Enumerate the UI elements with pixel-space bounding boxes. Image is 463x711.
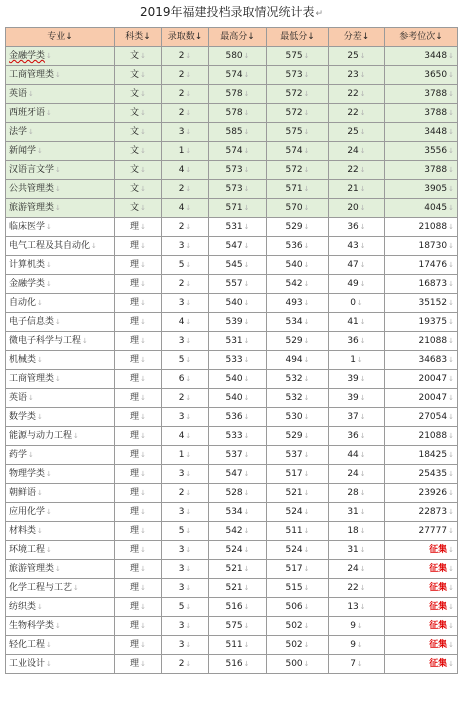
table-row — [6, 218, 458, 237]
cell-rank: 20047↓ — [385, 370, 458, 389]
cell-rank: 征集↓ — [385, 579, 458, 598]
cell-max-score: 524↓ — [209, 541, 267, 560]
cell-score-diff: 0↓ — [329, 294, 385, 313]
cell-score-diff: 18↓ — [329, 522, 385, 541]
cell-category: 文↓ — [115, 180, 162, 199]
cell-min-score: 517↓ — [267, 465, 329, 484]
cell-rank: 18425↓ — [385, 446, 458, 465]
cell-rank: 21088↓ — [385, 427, 458, 446]
cell-min-score: 524↓ — [267, 503, 329, 522]
cell-admitted: 3↓ — [162, 408, 209, 427]
cell-category: 文↓ — [115, 199, 162, 218]
cell-category: 文↓ — [115, 161, 162, 180]
cell-score-diff: 9↓ — [329, 617, 385, 636]
cell-admitted: 3↓ — [162, 294, 209, 313]
cell-score-diff: 22↓ — [329, 104, 385, 123]
cell-major: 生物科学类↓ — [6, 617, 115, 636]
cell-admitted: 5↓ — [162, 522, 209, 541]
cell-rank: 17476↓ — [385, 256, 458, 275]
cell-admitted: 3↓ — [162, 617, 209, 636]
cell-admitted: 6↓ — [162, 370, 209, 389]
cell-rank: 3650↓ — [385, 66, 458, 85]
cell-min-score: 502↓ — [267, 617, 329, 636]
cell-rank: 3556↓ — [385, 142, 458, 161]
cell-max-score: 533↓ — [209, 351, 267, 370]
cell-rank: 3788↓ — [385, 161, 458, 180]
cell-major: 材料类↓ — [6, 522, 115, 541]
cell-min-score: 529↓ — [267, 427, 329, 446]
cell-min-score: 574↓ — [267, 142, 329, 161]
cell-major: 新闻学↓ — [6, 142, 115, 161]
cell-min-score: 542↓ — [267, 275, 329, 294]
table-row — [6, 180, 458, 199]
cell-major: 应用化学↓ — [6, 503, 115, 522]
cell-score-diff: 25↓ — [329, 123, 385, 142]
cell-admitted: 3↓ — [162, 560, 209, 579]
cell-max-score: 516↓ — [209, 598, 267, 617]
header-rank: 参考位次↓ — [385, 28, 458, 47]
cell-category: 文↓ — [115, 85, 162, 104]
header-score-diff: 分差↓ — [329, 28, 385, 47]
cell-category: 理↓ — [115, 256, 162, 275]
cell-admitted: 1↓ — [162, 446, 209, 465]
cell-score-diff: 43↓ — [329, 237, 385, 256]
cell-score-diff: 47↓ — [329, 256, 385, 275]
cell-score-diff: 7↓ — [329, 655, 385, 674]
cell-score-diff: 9↓ — [329, 636, 385, 655]
cell-min-score: 534↓ — [267, 313, 329, 332]
table-row — [6, 655, 458, 674]
cell-admitted: 2↓ — [162, 85, 209, 104]
cell-admitted: 4↓ — [162, 313, 209, 332]
cell-max-score: 585↓ — [209, 123, 267, 142]
table-row — [6, 408, 458, 427]
cell-category: 理↓ — [115, 560, 162, 579]
cell-category: 理↓ — [115, 351, 162, 370]
cell-max-score: 547↓ — [209, 237, 267, 256]
cell-min-score: 530↓ — [267, 408, 329, 427]
cell-admitted: 2↓ — [162, 389, 209, 408]
table-row — [6, 351, 458, 370]
table-row — [6, 427, 458, 446]
cell-min-score: 572↓ — [267, 85, 329, 104]
table-row — [6, 598, 458, 617]
cell-major: 公共管理类↓ — [6, 180, 115, 199]
cell-score-diff: 39↓ — [329, 389, 385, 408]
cell-major: 金融学类↓ — [6, 47, 115, 66]
cell-major: 英语↓ — [6, 389, 115, 408]
cell-category: 文↓ — [115, 142, 162, 161]
cell-rank: 21088↓ — [385, 218, 458, 237]
table-row — [6, 275, 458, 294]
cell-admitted: 3↓ — [162, 579, 209, 598]
cell-category: 理↓ — [115, 541, 162, 560]
cell-score-diff: 13↓ — [329, 598, 385, 617]
cell-major: 旅游管理类↓ — [6, 560, 115, 579]
cell-admitted: 2↓ — [162, 104, 209, 123]
cell-rank: 35152↓ — [385, 294, 458, 313]
cell-admitted: 3↓ — [162, 123, 209, 142]
cell-rank: 征集↓ — [385, 541, 458, 560]
cell-rank: 3448↓ — [385, 47, 458, 66]
cell-min-score: 532↓ — [267, 370, 329, 389]
cell-max-score: 533↓ — [209, 427, 267, 446]
cell-major: 工业设计↓ — [6, 655, 115, 674]
cell-admitted: 2↓ — [162, 484, 209, 503]
cell-category: 理↓ — [115, 484, 162, 503]
cell-category: 理↓ — [115, 237, 162, 256]
cell-major: 临床医学↓ — [6, 218, 115, 237]
cell-min-score: 494↓ — [267, 351, 329, 370]
table-body — [6, 47, 458, 674]
header-admitted: 录取数↓ — [162, 28, 209, 47]
cell-max-score: 539↓ — [209, 313, 267, 332]
cell-major: 西班牙语↓ — [6, 104, 115, 123]
cell-category: 理↓ — [115, 370, 162, 389]
cell-category: 理↓ — [115, 389, 162, 408]
cell-major: 工商管理类↓ — [6, 370, 115, 389]
cell-score-diff: 49↓ — [329, 275, 385, 294]
cell-max-score: 547↓ — [209, 465, 267, 484]
cell-max-score: 540↓ — [209, 389, 267, 408]
cell-min-score: 537↓ — [267, 446, 329, 465]
table-row — [6, 617, 458, 636]
cell-category: 理↓ — [115, 218, 162, 237]
cell-max-score: 521↓ — [209, 560, 267, 579]
cell-rank: 4045↓ — [385, 199, 458, 218]
document-title — [0, 0, 463, 24]
cell-category: 理↓ — [115, 427, 162, 446]
cell-score-diff: 24↓ — [329, 142, 385, 161]
table-row — [6, 332, 458, 351]
cell-rank: 25435↓ — [385, 465, 458, 484]
cell-max-score: 573↓ — [209, 161, 267, 180]
table-row — [6, 503, 458, 522]
cell-admitted: 3↓ — [162, 237, 209, 256]
cell-score-diff: 24↓ — [329, 560, 385, 579]
cell-admitted: 3↓ — [162, 332, 209, 351]
table-row — [6, 47, 458, 66]
cell-max-score: 580↓ — [209, 47, 267, 66]
cell-major: 金融学类↓ — [6, 275, 115, 294]
cell-score-diff: 24↓ — [329, 465, 385, 484]
cell-admitted: 4↓ — [162, 161, 209, 180]
cell-score-diff: 23↓ — [329, 66, 385, 85]
cell-min-score: 572↓ — [267, 104, 329, 123]
cell-rank: 23926↓ — [385, 484, 458, 503]
cell-rank: 16873↓ — [385, 275, 458, 294]
cell-min-score: 502↓ — [267, 636, 329, 655]
cell-min-score: 500↓ — [267, 655, 329, 674]
cell-min-score: 529↓ — [267, 218, 329, 237]
cell-rank: 征集↓ — [385, 598, 458, 617]
cell-admitted: 2↓ — [162, 275, 209, 294]
header-max-score: 最高分↓ — [209, 28, 267, 47]
cell-min-score: 515↓ — [267, 579, 329, 598]
cell-max-score: 578↓ — [209, 85, 267, 104]
table-row — [6, 560, 458, 579]
table-row — [6, 522, 458, 541]
cell-max-score: 536↓ — [209, 408, 267, 427]
cell-score-diff: 44↓ — [329, 446, 385, 465]
cell-major: 电气工程及其自动化↓ — [6, 237, 115, 256]
cell-admitted: 5↓ — [162, 598, 209, 617]
cell-min-score: 575↓ — [267, 47, 329, 66]
cell-major: 药学↓ — [6, 446, 115, 465]
cell-major: 计算机类↓ — [6, 256, 115, 275]
table-row — [6, 237, 458, 256]
cell-min-score: 570↓ — [267, 199, 329, 218]
header-major: 专业↓ — [6, 28, 115, 47]
cell-admitted: 2↓ — [162, 218, 209, 237]
cell-admitted: 2↓ — [162, 180, 209, 199]
cell-rank: 3448↓ — [385, 123, 458, 142]
table-row — [6, 104, 458, 123]
cell-max-score: 571↓ — [209, 199, 267, 218]
cell-category: 理↓ — [115, 313, 162, 332]
cell-major: 电子信息类↓ — [6, 313, 115, 332]
cell-category: 文↓ — [115, 123, 162, 142]
cell-max-score: 573↓ — [209, 180, 267, 199]
table-row — [6, 636, 458, 655]
cell-rank: 3788↓ — [385, 104, 458, 123]
cell-max-score: 534↓ — [209, 503, 267, 522]
cell-category: 理↓ — [115, 294, 162, 313]
table-row — [6, 199, 458, 218]
cell-score-diff: 41↓ — [329, 313, 385, 332]
cell-min-score: 572↓ — [267, 161, 329, 180]
cell-admitted: 3↓ — [162, 503, 209, 522]
cell-max-score: 578↓ — [209, 104, 267, 123]
cell-rank: 征集↓ — [385, 636, 458, 655]
cell-max-score: 557↓ — [209, 275, 267, 294]
cell-max-score: 574↓ — [209, 66, 267, 85]
cell-category: 文↓ — [115, 104, 162, 123]
cell-min-score: 511↓ — [267, 522, 329, 541]
cell-max-score: 531↓ — [209, 218, 267, 237]
cell-max-score: 545↓ — [209, 256, 267, 275]
cell-max-score: 540↓ — [209, 370, 267, 389]
header-row — [6, 28, 458, 47]
cell-major: 环境工程↓ — [6, 541, 115, 560]
table-row — [6, 465, 458, 484]
cell-min-score: 532↓ — [267, 389, 329, 408]
cell-rank: 22873↓ — [385, 503, 458, 522]
header-category: 科类↓ — [115, 28, 162, 47]
table-row — [6, 294, 458, 313]
cell-max-score: 575↓ — [209, 617, 267, 636]
cell-major: 化学工程与工艺↓ — [6, 579, 115, 598]
cell-major: 物理学类↓ — [6, 465, 115, 484]
table-row — [6, 66, 458, 85]
cell-admitted: 1↓ — [162, 142, 209, 161]
cell-category: 理↓ — [115, 522, 162, 541]
cell-admitted: 3↓ — [162, 541, 209, 560]
cell-major: 自动化↓ — [6, 294, 115, 313]
cell-score-diff: 39↓ — [329, 370, 385, 389]
cell-category: 理↓ — [115, 579, 162, 598]
cell-rank: 3788↓ — [385, 85, 458, 104]
table-row — [6, 484, 458, 503]
cell-category: 文↓ — [115, 47, 162, 66]
table-row — [6, 256, 458, 275]
cell-admitted: 5↓ — [162, 256, 209, 275]
cell-category: 理↓ — [115, 617, 162, 636]
cell-score-diff: 36↓ — [329, 427, 385, 446]
admission-table — [5, 27, 458, 674]
cell-rank: 征集↓ — [385, 560, 458, 579]
table-row — [6, 579, 458, 598]
title-text: 2019年福建投档录取情况统计表 — [139, 5, 315, 19]
table-row — [6, 446, 458, 465]
cell-admitted: 3↓ — [162, 636, 209, 655]
cell-score-diff: 36↓ — [329, 332, 385, 351]
cell-major: 朝鲜语↓ — [6, 484, 115, 503]
cell-category: 理↓ — [115, 636, 162, 655]
cell-max-score: 528↓ — [209, 484, 267, 503]
cell-category: 理↓ — [115, 275, 162, 294]
cell-major: 工商管理类↓ — [6, 66, 115, 85]
cell-min-score: 573↓ — [267, 66, 329, 85]
cell-category: 理↓ — [115, 465, 162, 484]
cell-min-score: 571↓ — [267, 180, 329, 199]
cell-min-score: 540↓ — [267, 256, 329, 275]
cell-min-score: 521↓ — [267, 484, 329, 503]
cell-major: 旅游管理类↓ — [6, 199, 115, 218]
table-row — [6, 161, 458, 180]
cell-admitted: 2↓ — [162, 66, 209, 85]
cell-max-score: 574↓ — [209, 142, 267, 161]
table-row — [6, 389, 458, 408]
cell-category: 理↓ — [115, 446, 162, 465]
cell-score-diff: 22↓ — [329, 85, 385, 104]
cell-major: 法学↓ — [6, 123, 115, 142]
cell-score-diff: 22↓ — [329, 579, 385, 598]
cell-max-score: 542↓ — [209, 522, 267, 541]
cell-max-score: 511↓ — [209, 636, 267, 655]
table-row — [6, 123, 458, 142]
cell-min-score: 506↓ — [267, 598, 329, 617]
cell-rank: 27777↓ — [385, 522, 458, 541]
cell-max-score: 516↓ — [209, 655, 267, 674]
cell-category: 理↓ — [115, 503, 162, 522]
cell-category: 理↓ — [115, 655, 162, 674]
table-row — [6, 142, 458, 161]
cell-min-score: 575↓ — [267, 123, 329, 142]
cell-rank: 征集↓ — [385, 617, 458, 636]
cell-min-score: 536↓ — [267, 237, 329, 256]
cell-score-diff: 36↓ — [329, 218, 385, 237]
cell-major: 轻化工程↓ — [6, 636, 115, 655]
cell-score-diff: 25↓ — [329, 47, 385, 66]
cell-max-score: 540↓ — [209, 294, 267, 313]
cell-score-diff: 31↓ — [329, 541, 385, 560]
cell-major: 微电子科学与工程↓ — [6, 332, 115, 351]
cell-major: 数学类↓ — [6, 408, 115, 427]
cell-min-score: 524↓ — [267, 541, 329, 560]
cell-admitted: 4↓ — [162, 199, 209, 218]
cell-score-diff: 37↓ — [329, 408, 385, 427]
table-row — [6, 370, 458, 389]
table-row — [6, 313, 458, 332]
cell-rank: 3905↓ — [385, 180, 458, 199]
cell-score-diff: 1↓ — [329, 351, 385, 370]
cell-rank: 18730↓ — [385, 237, 458, 256]
cell-min-score: 517↓ — [267, 560, 329, 579]
cell-category: 理↓ — [115, 332, 162, 351]
cell-min-score: 493↓ — [267, 294, 329, 313]
cell-admitted: 3↓ — [162, 465, 209, 484]
table-row — [6, 85, 458, 104]
cell-category: 理↓ — [115, 408, 162, 427]
cell-score-diff: 31↓ — [329, 503, 385, 522]
cell-major: 英语↓ — [6, 85, 115, 104]
cell-rank: 19375↓ — [385, 313, 458, 332]
cell-rank: 34683↓ — [385, 351, 458, 370]
cell-rank: 20047↓ — [385, 389, 458, 408]
cell-min-score: 529↓ — [267, 332, 329, 351]
paragraph-mark: ↵ — [315, 9, 324, 19]
cell-category: 理↓ — [115, 598, 162, 617]
cell-admitted: 5↓ — [162, 351, 209, 370]
cell-major: 纺织类↓ — [6, 598, 115, 617]
cell-admitted: 4↓ — [162, 427, 209, 446]
cell-score-diff: 21↓ — [329, 180, 385, 199]
table-row — [6, 541, 458, 560]
cell-major: 能源与动力工程↓ — [6, 427, 115, 446]
cell-max-score: 537↓ — [209, 446, 267, 465]
header-min-score: 最低分↓ — [267, 28, 329, 47]
cell-score-diff: 20↓ — [329, 199, 385, 218]
cell-rank: 27054↓ — [385, 408, 458, 427]
cell-max-score: 531↓ — [209, 332, 267, 351]
cell-rank: 21088↓ — [385, 332, 458, 351]
cell-score-diff: 22↓ — [329, 161, 385, 180]
cell-score-diff: 28↓ — [329, 484, 385, 503]
cell-admitted: 2↓ — [162, 47, 209, 66]
cell-category: 文↓ — [115, 66, 162, 85]
cell-major: 机械类↓ — [6, 351, 115, 370]
cell-major: 汉语言文学↓ — [6, 161, 115, 180]
cell-rank: 征集↓ — [385, 655, 458, 674]
cell-max-score: 521↓ — [209, 579, 267, 598]
cell-admitted: 2↓ — [162, 655, 209, 674]
